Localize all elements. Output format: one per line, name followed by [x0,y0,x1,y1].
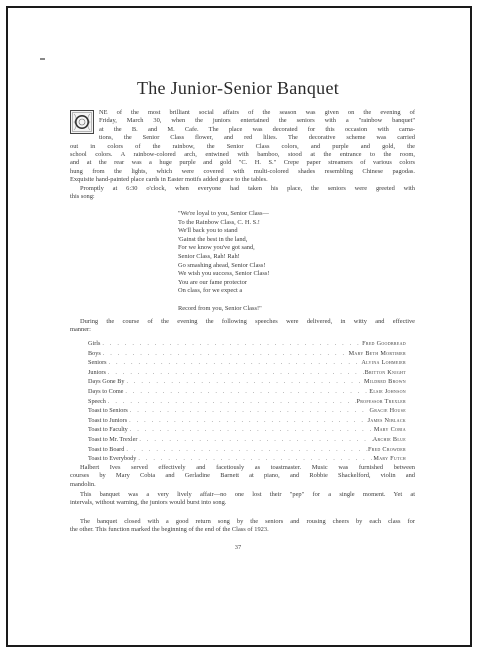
dot-leader [137,435,372,445]
page-title: The Junior-Senior Banquet [136,78,340,98]
song-line: 'Gainst the best in the land, [178,235,248,243]
speech-row [88,435,406,445]
text-line: Promptly at 6:30 o'clock, when everyone had taken his place, the seniors were greeted with [80,184,415,192]
speech-topic: Days Gone By [88,378,125,386]
speech-speaker: Britton Knight [364,368,406,376]
dot-leader [123,387,369,397]
dot-leader [101,349,349,359]
text-line: Friday, March 30, when the juniors entertained the seniors with a "rainbow banquet" [99,117,415,125]
speech-row [88,387,406,397]
speech-topic: Seniors [88,359,107,367]
dot-leader [106,368,365,378]
text-line: the other. This function marked the beginning of the end of the Class of 1923. [70,526,269,534]
dot-leader [128,425,374,435]
closing-paragraph [70,518,415,535]
speech-speaker: Professor Trexler [356,397,406,405]
speech-speaker: Fred Crowder [367,445,406,453]
text-line: manner: [70,326,91,334]
speech-row [88,377,406,387]
text-line: tions, the Senior Class flower, and red lilies. The decorative scheme was carried [99,134,415,142]
speech-row [88,454,406,464]
text-line: Exquisite hand-painted place cards in Easter motifs added grace to the tables. [70,176,268,184]
text-line: out in colors of the rainbow, the Senior Class colors, and purple and gold, the [70,142,415,150]
song-line: We'll back you to stand [178,227,238,235]
text-line: The banquet closed with a good return song by the seniors and rousing cheers by each class for [80,518,415,525]
text-line: hung from the lights, which were covered with multi-colored shades resembling Chinese pagodas. [70,167,415,175]
dot-leader [128,406,370,416]
song-line: To the Rainbow Class, C. H. S.! [178,218,260,226]
text-line: During the course of the evening the following speeches were delivered, in witty and effective [80,318,415,325]
dot-leader [106,397,357,407]
speech-topic: Toast to Juniors [88,416,128,424]
song-line: "We're loyal to you, Senior Class— [178,210,269,217]
speech-speaker: Archie Blue [372,435,406,443]
dot-leader [136,454,373,464]
text-line: and at the rear was a huge purple and gold "C. H. S." Crepe paper streamers of various colors [70,159,415,167]
speech-speaker: Fred Goodbread [362,340,406,347]
dot-leader [127,416,368,426]
speech-row [88,445,406,455]
speech-row [88,358,406,368]
song-line: We wish you success, Senior Class! [178,270,270,278]
text-line: This banquet was a very lively affair—no one lost their "pep" for a single moment. Yet at [80,491,415,498]
speech-row [88,339,406,349]
speech-topic: Boys [88,349,101,357]
text-line: mandolin. [70,480,96,488]
speech-speaker: Gracie House [369,407,406,415]
speech-speaker: James Niblack [367,416,406,424]
text-line: Halbert Ives served effectively and facetiously as toastmaster. Music was furnished between [80,464,415,471]
speech-speaker: Elsie Johnson [369,387,406,395]
page-number: 37 [234,544,242,551]
music-paragraph [70,464,415,489]
speech-row [88,397,406,407]
speech-topic: Juniors [88,368,106,376]
dot-leader [107,358,362,368]
text-line: intervals, without warning, the juniors would burst into song. [70,499,227,507]
speech-topic: Toast to Everybody [88,455,137,463]
speech-row [88,425,406,435]
dot-leader [124,377,364,387]
dot-leader [124,445,368,455]
speech-speaker: Mary Beth Mortimer [348,349,406,357]
song-line: On class, for we expect a [178,287,243,295]
song-final-line: Record from you, Senior Class!" [178,305,262,312]
song-line: Senior Class, Rah! Rah! [178,252,240,260]
speech-list [88,339,406,464]
dot-leader [100,339,362,349]
speech-topic: Girls [88,340,101,347]
scan-mark [40,58,45,60]
speech-topic: Days to Come [88,387,124,395]
song-line: Go smashing ahead, Senior Class! [178,261,266,269]
speeches-intro-paragraph [70,318,415,335]
text-line: at the B. and M. Cafe. The place was decorated for this occasion with carna- [99,125,415,133]
text-line: school colors. A rainbow-colored arch, entwined with bamboo, stood at the entrance to the room, [70,151,415,159]
speech-row [88,349,406,359]
speech-topic: Toast to Seniors [88,407,128,415]
speech-speaker: Mildred Brown [364,378,406,386]
speech-topic: Toast to Mr. Trexler [88,435,138,443]
song-line: You are our fame protector [178,278,247,286]
speech-speaker: Alvina Lohmeier [361,359,406,367]
speech-speaker: Mary Futch [373,455,406,463]
song-line: For we know you've got sand, [178,244,255,252]
speech-speaker: Mary Cobia [373,426,406,434]
speech-topic: Toast to Board [88,445,125,453]
text-line: this song: [70,193,95,201]
speech-topic: Speech [88,397,106,405]
speech-topic: Toast to Faculty [88,426,128,434]
text-line: courses by Mary Cobia and Gerladine Barnett at piano, and Robbie Shackelford, violin and [70,472,415,480]
intro-paragraph [70,109,415,201]
speech-row [88,368,406,378]
song-lyrics [178,210,269,296]
speech-row [88,416,406,426]
speech-row [88,406,406,416]
liveliness-paragraph [70,491,415,508]
text-line: NE of the most brilliant social affairs of the season was given on the evening of [99,109,415,116]
